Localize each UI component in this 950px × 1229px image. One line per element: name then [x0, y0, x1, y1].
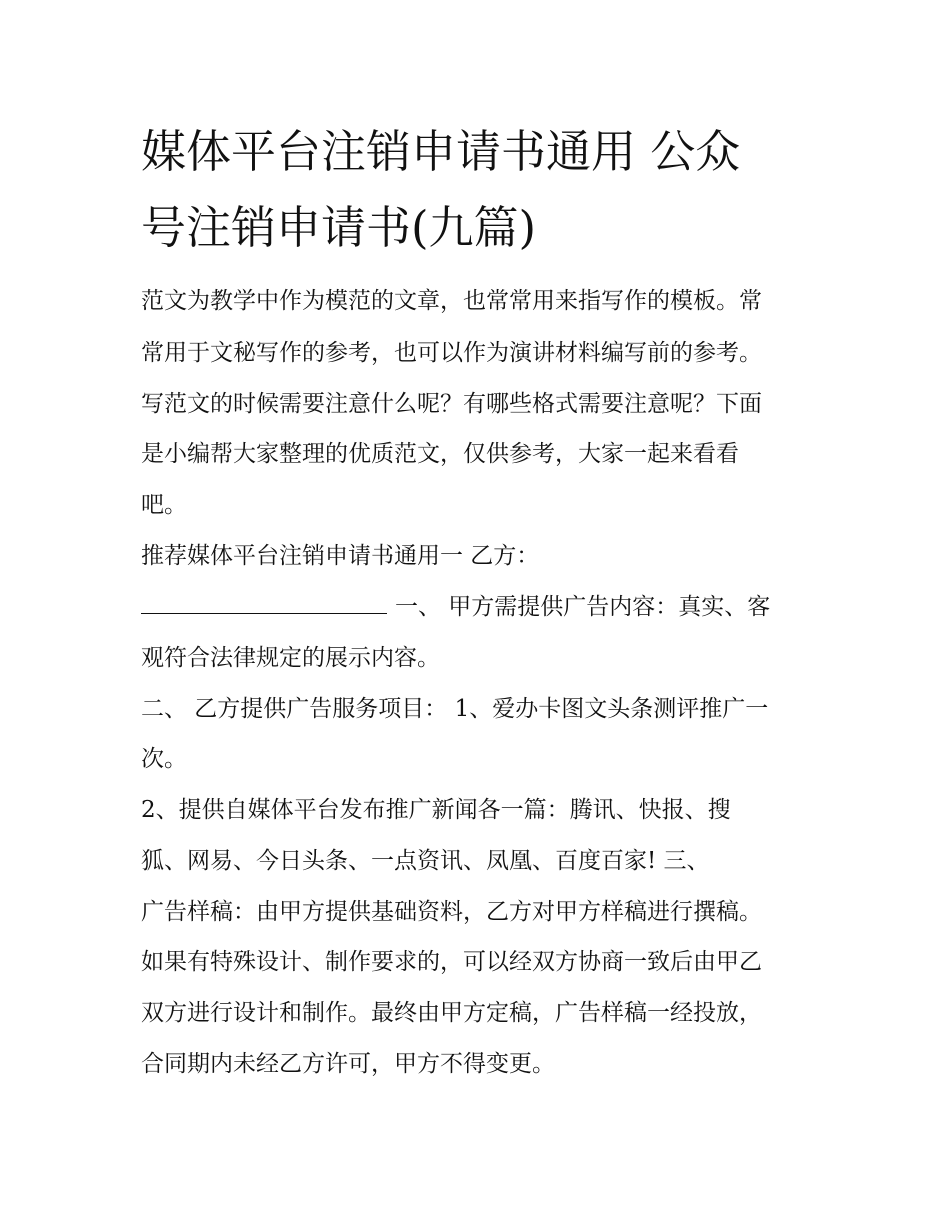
body-line: 次。: [141, 746, 187, 772]
body-line: 狐、网易、今日头条、一点资讯、凤凰、百度百家! 三、: [141, 848, 710, 874]
body-line: 范文为教学中作为模范的文章，也常常用来指写作的模板。常: [141, 288, 762, 314]
body-line: 广告样稿：由甲方提供基础资料，乙方对甲方样稿进行撰稿。: [141, 899, 762, 925]
body-line: 吧。: [141, 492, 187, 518]
body-line: 观符合法律规定的展示内容。: [141, 645, 440, 671]
body-line: 推荐媒体平台注销申请书通用一 乙方：: [141, 543, 540, 569]
body-line: 如果有特殊设计、制作要求的，可以经双方协商一致后由甲乙: [141, 949, 762, 975]
title-line-1: 媒体平台注销申请书通用 公众: [141, 125, 741, 178]
body-line: 常用于文秘写作的参考，也可以作为演讲材料编写前的参考。: [141, 340, 762, 366]
body-line-text: 一、 甲方需提供广告内容：真实、客: [395, 594, 771, 620]
body-line: 写范文的时候需要注意什么呢？有哪些格式需要注意呢？下面: [141, 391, 762, 417]
body-line: 2、提供自媒体平台发布推广新闻各一篇：腾讯、快报、搜: [141, 797, 731, 823]
body-line: 二、 乙方提供广告服务项目： 1、爱办卡图文头条测评推广一: [141, 696, 769, 722]
title-line-2: 号注销申请书(九篇): [141, 201, 537, 254]
body-line: 合同期内未经乙方许可，甲方不得变更。: [141, 1051, 555, 1077]
document-title: [141, 114, 831, 266]
body-line-with-blank: [141, 591, 831, 623]
fill-in-blank: [141, 591, 387, 614]
body-line: 是小编帮大家整理的优质范文，仅供参考，大家一起来看看: [141, 441, 739, 467]
body-line: 双方进行设计和制作。最终由甲方定稿，广告样稿一经投放，: [141, 1000, 762, 1026]
